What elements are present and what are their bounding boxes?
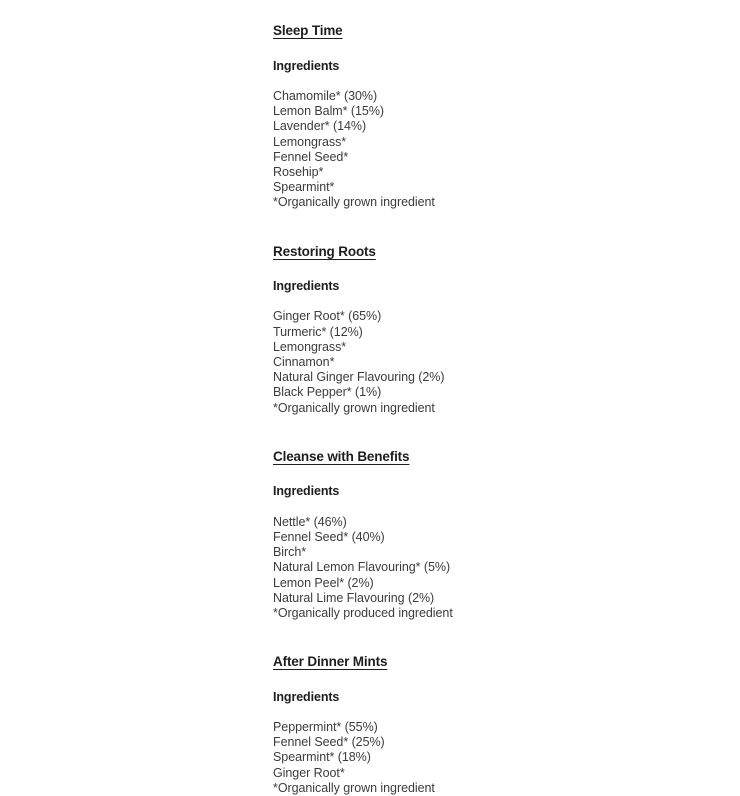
ingredients-heading: Ingredients: [273, 689, 340, 704]
organic-footnote: *Organically grown ingredient: [273, 400, 435, 415]
organic-footnote: *Organically produced ingredient: [273, 605, 453, 620]
ingredients-heading: Ingredients: [273, 279, 340, 294]
ingredient-item: Fennel Seed* (25%): [273, 735, 385, 750]
ingredient-item: Natural Lemon Flavouring* (5%): [273, 560, 451, 575]
product-section: [273, 22, 693, 211]
ingredient-item: Natural Ginger Flavouring (2%): [273, 370, 445, 385]
ingredient-item: Spearmint* (18%): [273, 750, 371, 765]
ingredient-item: Natural Lime Flavouring (2%): [273, 590, 435, 605]
ingredient-item: Lemongrass*: [273, 339, 347, 354]
ingredient-list: [273, 720, 693, 781]
ingredient-item: Lavender* (14%): [273, 119, 367, 134]
product-title-sleep-time: Sleep Time: [273, 23, 343, 38]
ingredient-item: Lemongrass*: [273, 134, 347, 149]
ingredients-document: [273, 22, 693, 796]
ingredient-item: Cinnamon*: [273, 355, 335, 370]
organic-footnote: *Organically grown ingredient: [273, 195, 435, 210]
ingredient-item: Fennel Seed*: [273, 149, 349, 164]
product-title-restoring-roots: Restoring Roots: [273, 243, 376, 259]
ingredient-item: Black Pepper* (1%): [273, 385, 382, 400]
ingredient-item: Lemon Peel* (2%): [273, 575, 374, 590]
ingredient-item: Fennel Seed* (40%): [273, 529, 385, 544]
ingredient-item: Peppermint* (55%): [273, 720, 378, 735]
ingredient-item: Rosehip*: [273, 164, 324, 179]
ingredient-item: Ginger Root*: [273, 765, 345, 780]
ingredient-list: [273, 309, 693, 400]
ingredient-list: [273, 89, 693, 195]
ingredient-item: Nettle* (46%): [273, 514, 347, 529]
product-section: [273, 448, 693, 621]
ingredients-heading: Ingredients: [273, 484, 340, 499]
product-title-after-dinner-mints: After Dinner Mints: [273, 654, 388, 670]
product-section: [273, 243, 693, 416]
ingredient-item: Spearmint*: [273, 180, 335, 195]
ingredient-item: Birch*: [273, 545, 307, 560]
ingredients-heading: Ingredients: [273, 58, 340, 73]
ingredient-item: Ginger Root* (65%): [273, 309, 382, 324]
product-section: [273, 653, 693, 796]
ingredient-item: Turmeric* (12%): [273, 324, 363, 339]
ingredient-item: Lemon Balm* (15%): [273, 104, 385, 119]
ingredient-list: [273, 515, 693, 606]
organic-footnote: *Organically grown ingredient: [273, 780, 435, 795]
product-title-cleanse-with-benefits: Cleanse with Benefits: [273, 448, 410, 464]
ingredient-item: Chamomile* (30%): [273, 88, 378, 103]
